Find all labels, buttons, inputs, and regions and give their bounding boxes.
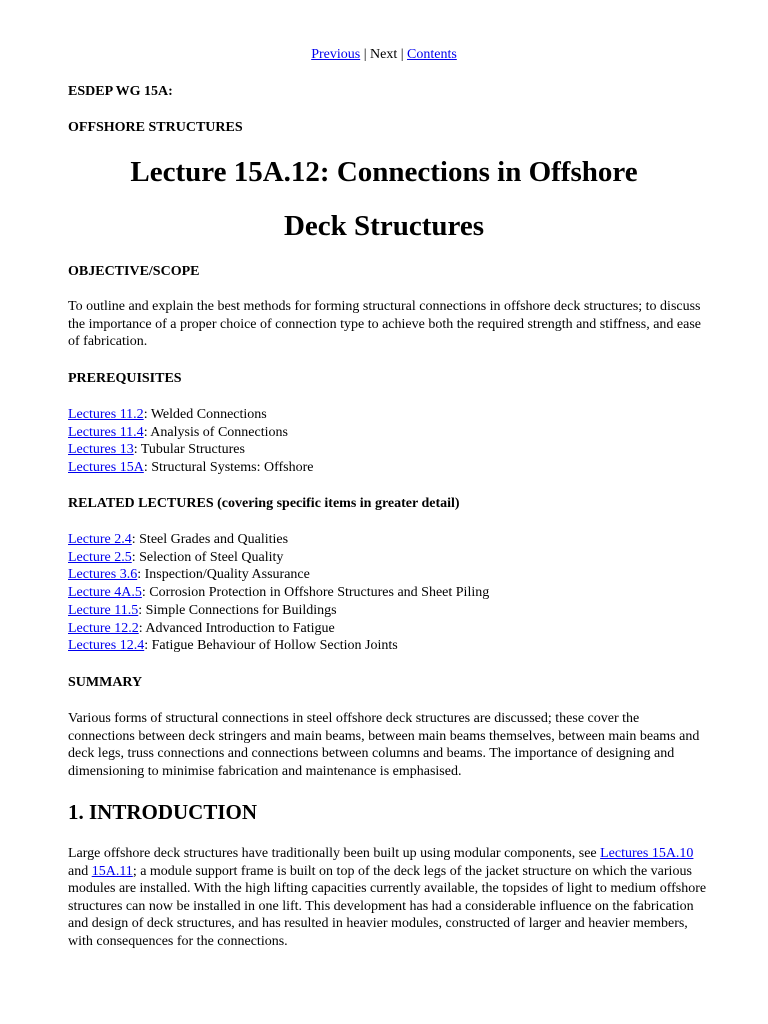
contents-link[interactable]: Contents (407, 47, 457, 62)
list-item (68, 549, 489, 567)
list-item (68, 406, 313, 424)
top-navigation (0, 47, 768, 63)
intro-text-rest: ; a module support frame is built on top of the deck legs of the jacket structure on which the various modules are installed. With the high lifting capacities currently available, the topsides of light to medium offshore structures can now be installed in one lift. This development has had a considerable influence on the fabrication and design of deck structures, and has resulted in heavier modules, constructed of larger and heavier members, with consequences for the connections. (68, 863, 707, 949)
lecture-title: : Tubular Structures (133, 442, 245, 458)
intro-text-start: Large offshore deck structures have traditionally been built up using modular components, see (68, 846, 601, 861)
list-item (68, 584, 489, 602)
lecture-title: : Welded Connections (143, 407, 267, 422)
list-item (68, 531, 489, 549)
related-lectures-heading: RELATED LECTURES (covering specific items in greater detail) (68, 496, 460, 511)
lecture-title: : Fatigue Behaviour of Hollow Section Joints (144, 638, 398, 654)
nav-separator: | (397, 47, 408, 62)
lecture-title: : Advanced Introduction to Fatigue (138, 620, 335, 636)
lecture-link[interactable]: Lectures 15A (68, 460, 144, 476)
list-item (68, 637, 489, 655)
page-title-line-2: Deck Structures (283, 210, 484, 242)
lecture-link[interactable]: Lecture 11.5 (68, 602, 139, 618)
lecture-title: : Steel Grades and Qualities (131, 532, 289, 547)
page-title-line-1: Lecture 15A.12: Connections in Offshore (130, 156, 638, 188)
lecture-link-15a10[interactable]: Lectures 15A.10 (600, 846, 694, 861)
lecture-link[interactable]: Lectures 11.4 (68, 424, 144, 440)
list-item (68, 424, 313, 442)
lecture-title: : Simple Connections for Buildings (138, 602, 337, 618)
intro-text-and: and (68, 863, 92, 879)
lecture-title: : Corrosion Protection in Offshore Structures and Sheet Piling (141, 585, 490, 601)
summary-text: Various forms of structural connections in steel offshore deck structures are discussed; these cover the connections between deck stringers and main beams, between main beams themselves, between main beams and deck legs, truss connections and connections between columns and beams. The importance of designing and dimensioning to minimise fabrication and maintenance is emphasised. (68, 711, 700, 779)
list-item (68, 441, 313, 459)
lecture-link[interactable]: Lecture 2.5 (68, 549, 132, 565)
lecture-link[interactable]: Lecture 2.4 (68, 532, 132, 547)
introduction-text (68, 845, 708, 950)
prerequisites-heading: PREREQUISITES (68, 371, 182, 386)
lecture-title: : Structural Systems: Offshore (143, 460, 314, 476)
list-item (68, 566, 489, 584)
introduction-heading: 1. INTRODUCTION (68, 800, 258, 824)
next-label: Next (370, 47, 398, 62)
list-item (68, 620, 489, 638)
lecture-link[interactable]: Lectures 3.6 (68, 567, 138, 583)
prerequisites-list (68, 406, 313, 477)
lecture-title: : Inspection/Quality Assurance (137, 567, 310, 583)
previous-link[interactable]: Previous (311, 47, 361, 62)
list-item (68, 459, 313, 477)
lecture-link[interactable]: Lectures 12.4 (68, 638, 145, 654)
lecture-title: : Selection of Steel Quality (131, 549, 284, 565)
nav-separator: | (360, 47, 370, 62)
objective-text: To outline and explain the best methods for forming structural connections in offshore deck structures; to discuss the importance of a proper choice of connection type to achieve both the required strength and stiffness, and ease of fabrication. (68, 299, 702, 349)
lecture-title: : Analysis of Connections (143, 424, 288, 440)
lecture-link[interactable]: Lecture 12.2 (68, 620, 139, 636)
objective-heading: OBJECTIVE/SCOPE (68, 264, 200, 279)
summary-heading: SUMMARY (68, 675, 143, 690)
lecture-link-15a11[interactable]: 15A.11 (91, 863, 133, 879)
subject-label: OFFSHORE STRUCTURES (68, 120, 243, 135)
list-item (68, 602, 489, 620)
lecture-link[interactable]: Lectures 13 (68, 442, 134, 458)
related-lectures-list (68, 531, 489, 655)
working-group-label: ESDEP WG 15A: (68, 84, 173, 99)
lecture-link[interactable]: Lectures 11.2 (68, 407, 144, 422)
lecture-link[interactable]: Lecture 4A.5 (68, 585, 142, 601)
